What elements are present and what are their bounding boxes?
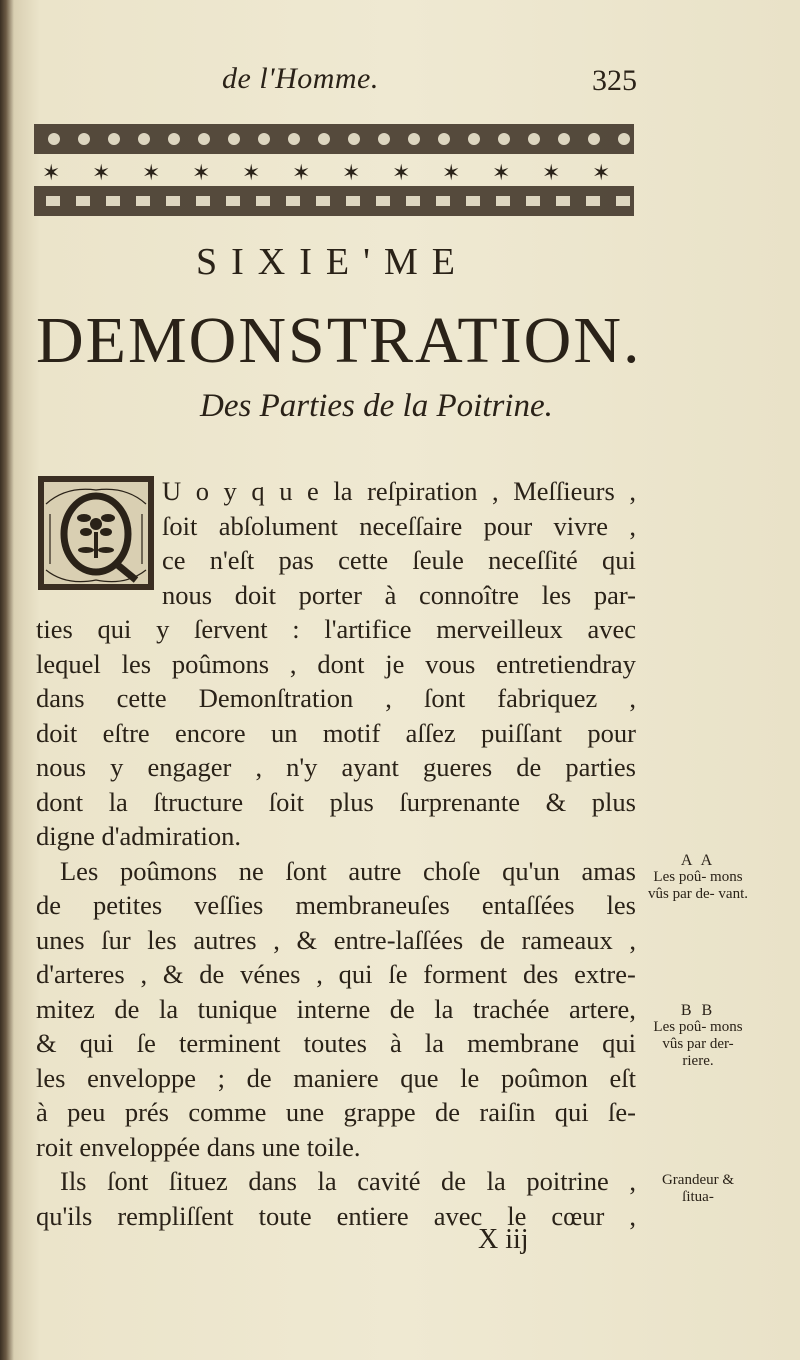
word: y [156, 614, 170, 644]
word: les [541, 579, 572, 610]
word: rameaux [521, 924, 613, 955]
word: de [479, 924, 505, 955]
text-line [36, 992, 636, 1027]
text-line [36, 785, 636, 820]
word: cette [338, 545, 389, 575]
word: de [36, 890, 62, 920]
word: amas [581, 855, 636, 886]
section-title: DEMONSTRATION. [36, 304, 642, 377]
word: de [516, 752, 542, 782]
text-line [36, 1026, 636, 1061]
word: dont [36, 786, 84, 817]
word: , [140, 959, 148, 989]
word: , [492, 476, 499, 506]
word: entre-laſſées [333, 924, 464, 955]
body-text [36, 474, 636, 1233]
word: cavité [357, 1166, 421, 1196]
word: y [110, 752, 124, 782]
word: parties [565, 752, 636, 782]
word: ſont [285, 855, 327, 886]
svg-text:✶: ✶ [92, 160, 111, 185]
word: le [460, 1062, 480, 1093]
word: maniere [293, 1062, 379, 1093]
word: reſpiration [367, 476, 478, 506]
word: u [279, 476, 293, 506]
svg-text:✶: ✶ [392, 160, 411, 185]
word: plus [591, 786, 636, 817]
word: eſtre [102, 717, 150, 748]
word: , [629, 683, 636, 713]
margin-note-front-view [648, 852, 748, 903]
svg-text:✶: ✶ [42, 160, 61, 185]
word: interne [296, 993, 371, 1024]
word: la [317, 1166, 337, 1196]
word: entaſſées [481, 890, 575, 920]
word: nous [162, 579, 213, 610]
word: veſſies [194, 890, 264, 920]
word: rempliſſent [117, 1200, 234, 1231]
word: qui [602, 1028, 636, 1058]
word: la [486, 1166, 506, 1196]
word: e [307, 476, 319, 506]
word: o [195, 476, 209, 506]
word: ſe [388, 959, 408, 989]
word: artere, [568, 993, 636, 1024]
word: qui [602, 545, 636, 575]
text-line: digne d'admiration. [36, 821, 241, 851]
word: la [158, 993, 179, 1024]
word: entiere [336, 1200, 409, 1231]
word: membraneuſes [295, 890, 450, 920]
text-line [36, 957, 636, 992]
word: ce [162, 545, 186, 575]
word: ſe- [608, 1097, 636, 1127]
word: avec [587, 614, 636, 644]
word: & [296, 924, 318, 955]
word: ſont [423, 683, 466, 713]
word: pour [483, 510, 533, 541]
word: , [255, 752, 263, 782]
word: les [121, 648, 152, 679]
word: aſſez [405, 717, 456, 748]
word: forment [423, 959, 508, 989]
word: qui [554, 1097, 589, 1127]
word: que [400, 1062, 439, 1093]
word: ſur [101, 924, 131, 955]
word: de [246, 1062, 272, 1093]
word: enveloppe [87, 1062, 196, 1093]
word: Les [60, 855, 99, 886]
word: plus [329, 786, 374, 817]
word: porter [298, 579, 362, 610]
word: , [385, 683, 392, 713]
word: les [147, 924, 177, 955]
margin-note-key: A A [680, 852, 716, 869]
text-line [162, 543, 636, 578]
text-line [36, 716, 636, 751]
word: de [441, 1166, 467, 1196]
word: & [162, 959, 184, 989]
margin-note-text: Grandeur & ſitua- [661, 1172, 735, 1205]
word: terminent [178, 1028, 281, 1058]
word: autre [348, 855, 402, 886]
word: ne [238, 855, 264, 886]
word: les [606, 890, 636, 920]
word: n'eſt [209, 545, 255, 575]
text-line [162, 474, 636, 509]
word: qui [338, 959, 373, 989]
svg-text:✶: ✶ [142, 160, 161, 185]
text-line [60, 854, 636, 889]
printers-ornament-band [34, 122, 634, 220]
word: ſituez [168, 1166, 228, 1196]
word: , [629, 1200, 636, 1231]
word: qu'un [502, 855, 560, 886]
word: dans [248, 1166, 297, 1196]
margin-note-text: Les poû- mons vûs par der- riere. [653, 1019, 743, 1069]
word: : [292, 614, 300, 644]
word: autres [193, 924, 257, 955]
word: U [162, 476, 182, 506]
word: la [434, 993, 454, 1024]
word: la [333, 476, 353, 506]
svg-text:✶: ✶ [192, 160, 211, 185]
word: à [390, 1028, 402, 1058]
word: ; [217, 1062, 225, 1093]
text-line [36, 1199, 636, 1234]
word: merveilleux [436, 614, 563, 644]
word: , [273, 924, 280, 955]
word: doit [234, 579, 276, 610]
word: motif [322, 717, 381, 748]
word: poûmon [500, 1062, 588, 1093]
word: & [545, 786, 567, 817]
word: , [316, 959, 323, 989]
word: dont [317, 648, 365, 679]
text-line [36, 923, 636, 958]
word: dans [36, 683, 85, 713]
word: de [114, 993, 140, 1024]
word: choſe [423, 855, 481, 886]
word: entretiendray [496, 648, 636, 679]
word: membrane [467, 1028, 579, 1058]
word: mitez [36, 993, 95, 1024]
signature-mark: X iij [478, 1224, 529, 1255]
running-head: de l'Homme. [222, 62, 379, 95]
word: q [251, 476, 265, 506]
word: raiſin [479, 1097, 536, 1127]
word: une [285, 1097, 325, 1127]
word: comme [188, 1097, 267, 1127]
word: la [108, 786, 128, 817]
word: le [507, 1200, 527, 1231]
word: doit [36, 717, 78, 748]
word: petites [93, 890, 163, 920]
word: ſoit [162, 510, 198, 541]
word: avec [433, 1200, 483, 1231]
word: vous [425, 648, 476, 679]
svg-text:✶: ✶ [442, 160, 461, 185]
word: ſtructure [153, 786, 244, 817]
word: l'artifice [324, 614, 412, 644]
word: je [385, 648, 405, 679]
word: y [223, 476, 237, 506]
word: neceſſaire [359, 510, 463, 541]
word: de [435, 1097, 461, 1127]
word: vénes [240, 959, 301, 989]
word: ayant [341, 752, 399, 782]
word: eſt [609, 1062, 636, 1093]
word: toutes [303, 1028, 367, 1058]
word: ſoit [268, 786, 305, 817]
text-line [36, 647, 636, 682]
text-line [36, 681, 636, 716]
text-line [162, 509, 636, 544]
svg-text:✶: ✶ [292, 160, 311, 185]
word: Demonſtration [198, 683, 354, 713]
text-line [60, 1164, 636, 1199]
word: prés [124, 1097, 169, 1127]
word: unes [36, 924, 85, 955]
word: la [424, 1028, 445, 1058]
word: encore [175, 717, 246, 748]
word: , [629, 1166, 636, 1196]
word: à [384, 579, 397, 610]
text-line [36, 612, 636, 647]
word: grappe [343, 1097, 416, 1127]
margin-note-key: B B [680, 1002, 716, 1019]
word: peu [67, 1097, 106, 1127]
word: ſe [136, 1028, 156, 1058]
word: ſurprenante [399, 786, 521, 817]
text-line [162, 578, 636, 613]
word: pour [587, 717, 636, 748]
word: à [36, 1097, 48, 1127]
word: ſervent [194, 614, 268, 644]
word: cœur [551, 1200, 605, 1231]
word: un [271, 717, 298, 748]
word: ties [36, 614, 73, 644]
word: & [36, 1028, 57, 1058]
word: poûmons [171, 648, 270, 679]
word: toute [258, 1200, 312, 1231]
section-subtitle: Des Parties de la Poitrine. [200, 388, 553, 424]
word: les [36, 1062, 66, 1093]
word: poûmons [119, 855, 218, 886]
word: n'y [286, 752, 318, 782]
margin-note-text: Les poû- mons vûs par de- vant. [648, 869, 748, 902]
word: nous [36, 752, 87, 782]
word: trachée [472, 993, 550, 1024]
word: qui [97, 614, 132, 644]
word: puiſſant [481, 717, 562, 748]
svg-text:✶: ✶ [592, 160, 611, 185]
svg-text:✶: ✶ [242, 160, 261, 185]
word: de [389, 993, 415, 1024]
word: vivre [553, 510, 608, 541]
word: poitrine [526, 1166, 609, 1196]
word: par- [593, 579, 636, 610]
word: , [629, 510, 636, 541]
word: pas [278, 545, 314, 575]
word: Meſſieurs [513, 476, 615, 506]
svg-text:✶: ✶ [342, 160, 361, 185]
word: neceſſité [488, 545, 578, 575]
word: , [629, 924, 636, 955]
word: , [289, 648, 297, 679]
page-number: 325 [592, 64, 637, 97]
margin-note-size [648, 1172, 748, 1206]
word: Ils [60, 1166, 87, 1196]
text-line [36, 1095, 636, 1130]
text-line [36, 750, 636, 785]
word: qui [79, 1028, 114, 1058]
word: lequel [36, 648, 101, 679]
word: d'arteres [36, 959, 125, 989]
word: abſolument [218, 510, 338, 541]
word: ſont [107, 1166, 149, 1196]
section-number: SIXIE'ME [196, 241, 469, 283]
text-line: roit enveloppée dans une toile. [36, 1131, 361, 1162]
word: engager [147, 752, 232, 782]
word: ſeule [412, 545, 464, 575]
word: cette [116, 683, 167, 713]
word: des [522, 959, 559, 989]
word: connoître [418, 579, 520, 610]
svg-text:✶: ✶ [542, 160, 561, 185]
word: gueres [422, 752, 493, 782]
word: tunique [197, 993, 278, 1024]
text-line [36, 1061, 636, 1096]
word: qu'ils [36, 1200, 93, 1231]
svg-text:✶: ✶ [492, 160, 511, 185]
margin-note-back-view [648, 1002, 748, 1070]
word: de [199, 959, 225, 989]
word: fabriquez [497, 683, 598, 713]
text-line [36, 888, 636, 923]
word: extre- [574, 959, 636, 989]
word: , [629, 476, 636, 506]
